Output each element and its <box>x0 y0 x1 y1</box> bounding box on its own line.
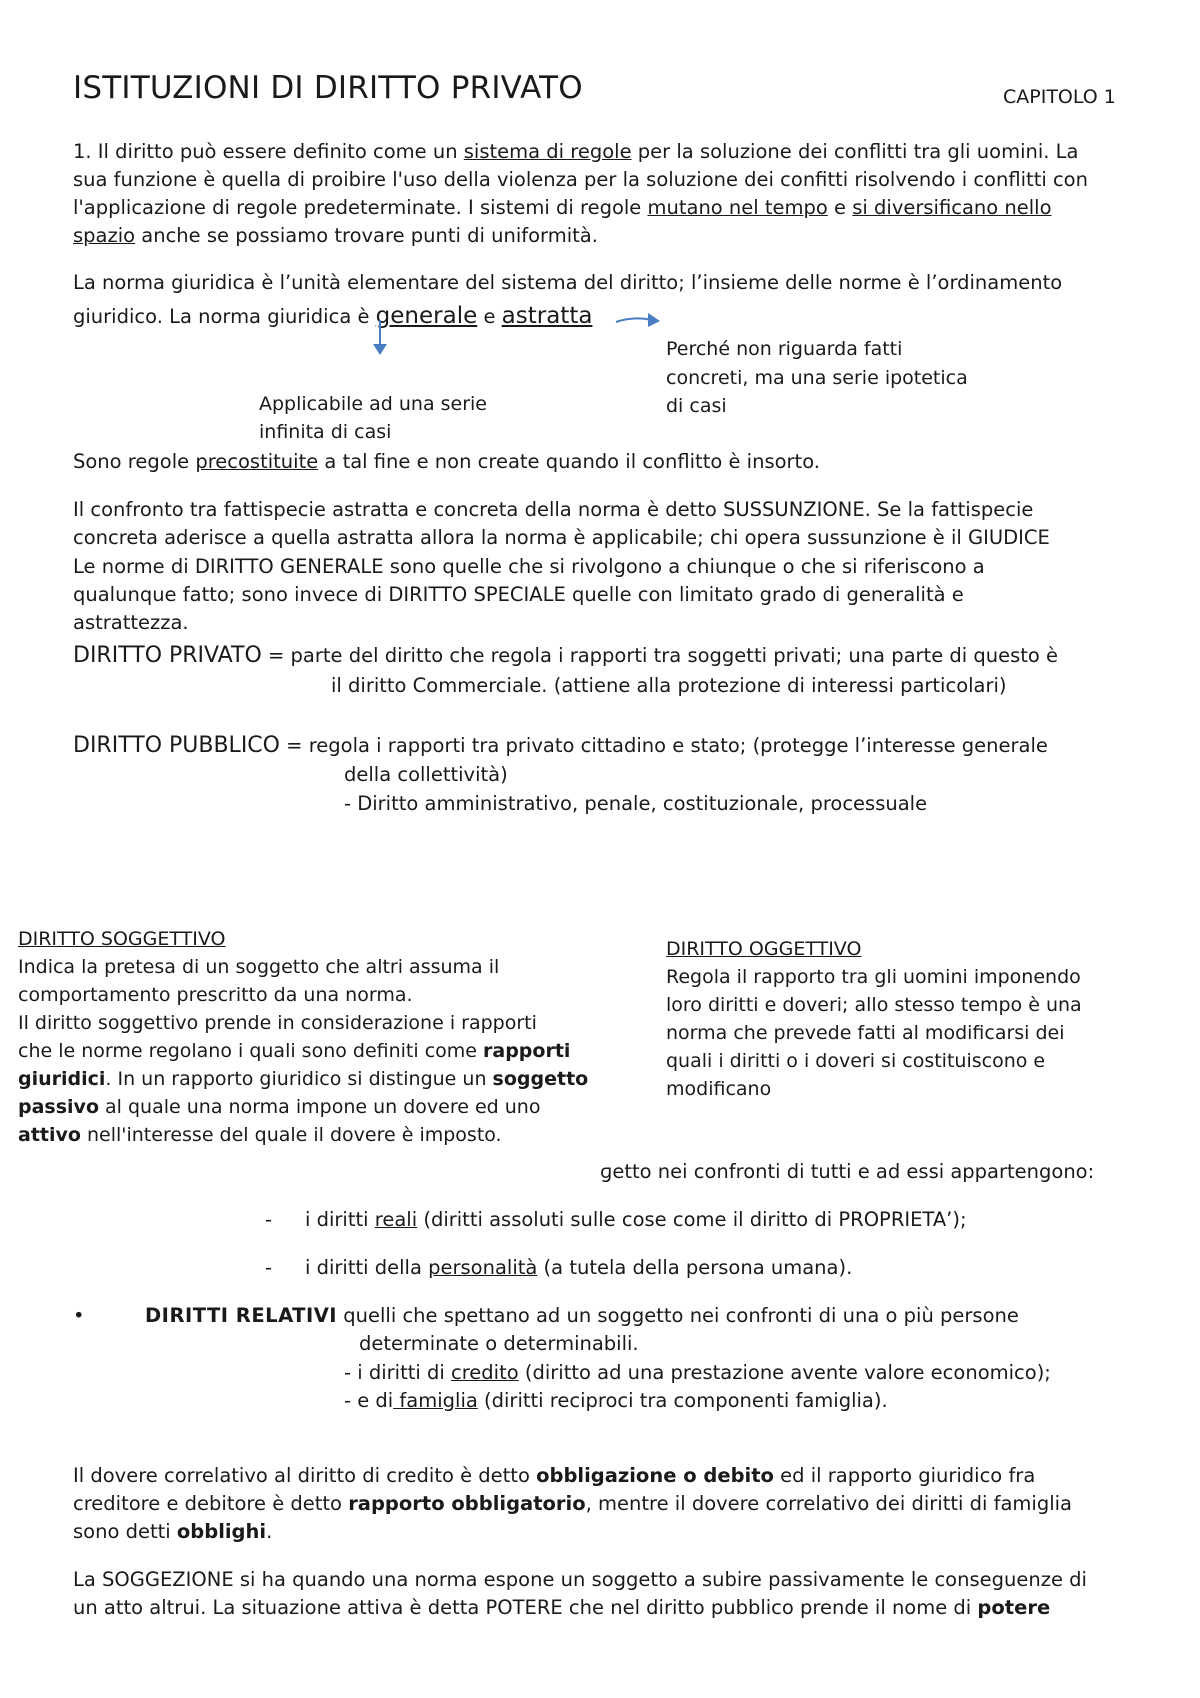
diritto-privato-def: il diritto Commerciale. (attiene alla protezione di interessi particolari) <box>331 674 1007 697</box>
paragraph-line: creditore e debitore è detto rapporto obbligatorio, mentre il dovere correlativo dei diritti di famiglia <box>73 1492 1072 1515</box>
note-astratta: di casi <box>666 395 727 417</box>
soggettivo-line: passivo al quale una norma impone un dovere ed uno <box>18 1096 541 1118</box>
paragraph-line: La SOGGEZIONE si ha quando una norma espone un soggetto a subire passivamente le conseguenze di <box>73 1568 1087 1591</box>
arrow-right-icon <box>614 310 664 330</box>
note-generale: infinita di casi <box>259 421 392 443</box>
chapter-label: CAPITOLO 1 <box>1003 86 1116 108</box>
diritto-privato-def: DIRITTO PRIVATO = parte del diritto che regola i rapporti tra soggetti privati; una parte di questo è <box>73 643 1059 668</box>
paragraph-line: sono detti obblighi. <box>73 1520 273 1543</box>
note-astratta: Perché non riguarda fatti <box>666 338 903 360</box>
oggettivo-line: loro diritti e doveri; allo stesso tempo è una <box>666 994 1082 1016</box>
paragraph-line: La norma giuridica è l’unità elementare del sistema del diritto; l’insieme delle norme è l’ordinamento <box>73 271 1063 294</box>
oggettivo-line: quali i diritti o i doveri si costituiscono e <box>666 1050 1046 1072</box>
soggettivo-line: Il diritto soggettivo prende in considerazione i rapporti <box>18 1012 537 1034</box>
paragraph-line: l'applicazione di regole predeterminate. I sistemi di regole mutano nel tempo e si diversificano nello <box>73 196 1052 219</box>
list-item: i diritti della personalità (a tutela della persona umana). <box>305 1256 853 1279</box>
paragraph-line: giuridico. La norma giuridica è generale e astratta <box>73 303 593 329</box>
bullet-icon: • <box>73 1304 85 1327</box>
paragraph-line: qualunque fatto; sono invece di DIRITTO SPECIALE quelle con limitato grado di generalità e <box>73 583 964 606</box>
astratta-word: astratta <box>501 303 593 329</box>
oggettivo-line: modificano <box>666 1078 772 1100</box>
diritto-pubblico-def: DIRITTO PUBBLICO = regola i rapporti tra privato cittadino e stato; (protegge l’interesse generale <box>73 733 1048 758</box>
diritto-privato-label: DIRITTO PRIVATO <box>73 643 262 668</box>
diritto-pubblico-label: DIRITTO PUBBLICO <box>73 733 280 758</box>
dash-bullet: - <box>265 1208 273 1231</box>
soggettivo-line: attivo nell'interesse del quale il dovere è imposto. <box>18 1124 502 1146</box>
soggettivo-line: giuridici. In un rapporto giuridico si distingue un soggetto <box>18 1068 589 1090</box>
list-item: - i diritti di credito (diritto ad una prestazione avente valore economico); <box>344 1361 1051 1384</box>
note-astratta: concreti, ma una serie ipotetica <box>666 367 968 389</box>
list-item: i diritti reali (diritti assoluti sulle cose come il diritto di PROPRIETA’); <box>305 1208 967 1231</box>
diritto-soggettivo-heading: DIRITTO SOGGETTIVO <box>18 928 226 950</box>
paragraph-line: Sono regole precostituite a tal fine e non create quando il conflitto è insorto. <box>73 450 820 473</box>
paragraph-line: sua funzione è quella di proibire l'uso della violenza per la soluzione dei confitti risolvendo i conflitti con <box>73 168 1088 191</box>
diritto-pubblico-def: della collettività) <box>344 763 508 786</box>
soggettivo-line: che le norme regolano i quali sono definiti come rapporti <box>18 1040 571 1062</box>
diritti-relativi-line: determinate o determinabili. <box>359 1332 639 1355</box>
note-generale: Applicabile ad una serie <box>259 393 487 415</box>
soggettivo-line: Indica la pretesa di un soggetto che altri assuma il <box>18 956 500 978</box>
page-title: ISTITUZIONI DI DIRITTO PRIVATO <box>73 70 583 106</box>
oggettivo-line: norma che prevede fatti al modificarsi dei <box>666 1022 1065 1044</box>
list-item: - e di famiglia (diritti reciproci tra componenti famiglia). <box>344 1389 888 1412</box>
dash-bullet: - <box>265 1256 273 1279</box>
paragraph-line: Il dovere correlativo al diritto di credito è detto obbligazione o debito ed il rapporto giuridico fra <box>73 1464 1036 1487</box>
paragraph-line: Le norme di DIRITTO GENERALE sono quelle che si rivolgono a chiunque o che si riferiscono a <box>73 555 985 578</box>
diritto-oggettivo-heading: DIRITTO OGGETTIVO <box>666 938 862 960</box>
arrow-down-icon <box>370 318 390 358</box>
paragraph-line: un atto altrui. La situazione attiva è detta POTERE che nel diritto pubblico prende il nome di potere <box>73 1596 1051 1619</box>
paragraph-line: astrattezza. <box>73 611 189 634</box>
paragraph-line: 1. Il diritto può essere definito come un sistema di regole per la soluzione dei conflitti tra gli uomini. La <box>73 140 1079 163</box>
paragraph-line: spazio anche se possiamo trovare punti di uniformità. <box>73 224 598 247</box>
soggettivo-line: comportamento prescritto da una norma. <box>18 984 413 1006</box>
generale-word: generale <box>375 303 478 329</box>
oggettivo-line: Regola il rapporto tra gli uomini imponendo <box>666 966 1081 988</box>
diritti-relativi-line: DIRITTI RELATIVI quelli che spettano ad un soggetto nei confronti di una o più persone <box>145 1304 1019 1327</box>
paragraph-line: concreta aderisce a quella astratta allora la norma è applicabile; chi opera sussunzione è il GIUDICE <box>73 526 1050 549</box>
paragraph-line: Il confronto tra fattispecie astratta e concreta della norma è detto SUSSUNZIONE. Se la fattispecie <box>73 498 1034 521</box>
diritto-pubblico-def: - Diritto amministrativo, penale, costituzionale, processuale <box>344 792 928 815</box>
assoluti-partial-line: ɡetto nei confronti di tutti e ad essi appartengono: <box>600 1160 1095 1183</box>
